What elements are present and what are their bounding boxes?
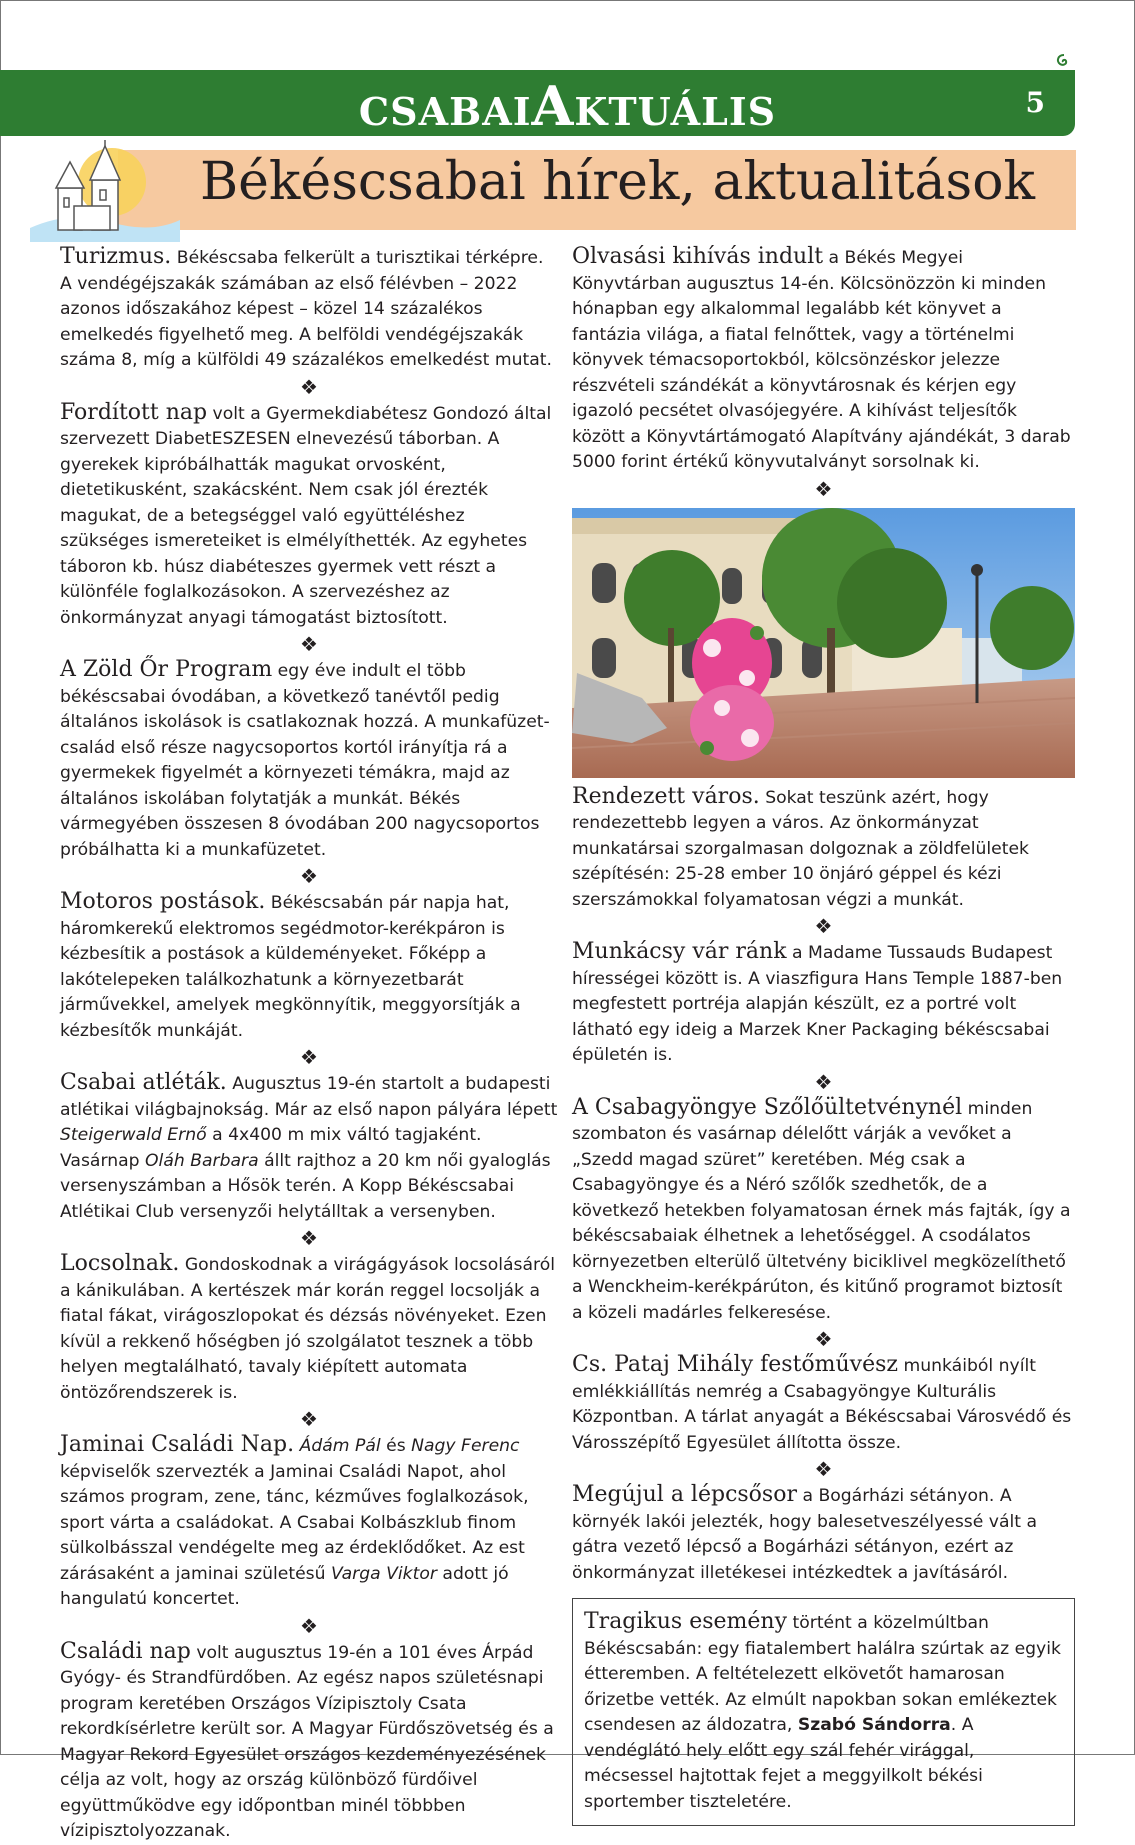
article-zold-or: A Zöld Őr Program egy éve indult el több békéscsabai óvodában, a következő tanévtől pedig általános iskolások is csatlakoznak hozzá. A munkafüzet-család első része nagycsoportos kortól irányítja rá a gyermekek figyelmét a környezeti témákra, majd az általános iskolában folytatják a munkát. Békés vármegyében összesen 8 óvodában 200 nagycsoportos próbálhatta ki a munkafüzetet. [60,657,550,860]
right-column [572,244,1075,1826]
separator-diamond-icon: ❖ [300,1045,318,1069]
magazine-title: CSABAIAKTUÁLIS [358,74,777,138]
separator-diamond-icon: ❖ [814,476,833,501]
article-munkacsy: Munkácsy vár ránk a Madame Tussauds Budapest hírességei között is. A viaszfigura Hans Temple 1887-ben megfestett portréja alapján készült, ez a portré volt látható egy ideig a Marzek Kner Packaging békéscsabai épületén is. [572,939,1063,1065]
section-title: Békéscsabai hírek, aktualitások [199,152,1036,212]
swirl-icon [1054,52,1074,72]
separator-diamond-icon: ❖ [300,1226,318,1250]
separator-diamond-icon: ❖ [300,864,318,888]
article-pataj-mihaly: Cs. Pataj Mihály festőművész munkáiból nyílt emlékkiállítás nemrég a Csabagyöngye Kulturális Központban. A tárlat anyagát a Békéscsabai Városvédő és Városszépítő Egyesület állította össze. [572,1352,1072,1453]
article-tragikus-esemeny: Tragikus esemény történt a közelmúltban Békéscsabán: egy fiatalembert halálra szúrtak az egyik étteremben. A feltételezett elkövetőt hamarosan őrizetbe vették. Az elmúlt napokban sokan emlékeztek csendesen az áldozatra, Szabó Sándorra. A vendéglátó hely előtt egy szál fehér virággal, mécsessel hajtottak fejet a meggyilkolt békési sportember tiszteletére. [584,1609,1061,1812]
article-csaladi-nap: Családi nap volt augusztus 19-én a 101 éves Árpád Gyógy- és Strandfürdőben. Az egész napos születésnapi program keretében Országos Vízipisztoly Csata rekordkísérletre került sor. A Magyar Fürdőszövetség és a Magyar Rekord Egyesület országos kezdeményezésének célja az volt, hogy az ország különböző fürdőivel együttműködve egy időpontban minél többben vízipisztolyozzanak. [60,1638,554,1841]
article-forditott-nap: Fordított nap volt a Gyermekdiabétesz Gondozó által szervezett DiabetESZESEN elnevezésű táborban. A gyerekek kipróbálhatták magukat orvosként, dietetikusként, szakácsként. Nem csak jól érezték magukat, de a betegséggel való együttéléshez szükséges ismereteiket is elmélyíthették. Az egyhetes táboron kb. húsz diabéteszes gyermek vett részt a különféle foglalkozásokon. A szervezéshez az önkormányzat anyagi támogatást biztosított. [60,399,552,628]
separator-diamond-icon: ❖ [814,1069,833,1094]
separator-diamond-icon: ❖ [814,914,833,938]
article-rendezett-varos: Rendezett város. Sokat teszünk azért, hogy rendezettebb legyen a város. Az önkormányzat munkatársai szorgalmasan dolgoznak a zöldfelületek szépítésén: 25-28 ember 10 önjáró géppel és kézi szerszámokkal folyamatosan végzi a munkát. [572,783,1029,910]
separator-diamond-icon: ❖ [300,632,318,656]
separator-diamond-icon: ❖ [300,374,318,399]
page-number: 5 [1025,86,1045,119]
tragikus-esemeny-box [572,1598,1075,1826]
separator-diamond-icon: ❖ [814,1327,833,1351]
street-photo-icon [572,508,1075,778]
separator-diamond-icon: ❖ [300,1613,318,1638]
article-csabai-atletak: Csabai atléták. Augusztus 19-én startolt a budapesti atlétikai világbajnokság. Már az első napon pályára lépett Steigerwald Ernő a 4x400 m mix váltó tagjaként. Vasárnap Oláh Barbara állt rajthoz a 20 km női gyaloglás versenyszámban a Hősök terén. A Kopp Békéscsabai Atlétikai Club versenyzői helytálltak a versenyben. [60,1070,558,1222]
left-column [60,244,558,1845]
article-olvasasi-kihivas: Olvasási kihívás indult a Békés Megyei Könyvtárban augusztus 14-én. Kölcsönözzön ki minden hónapban egy alkalommal legalább két könyvet a fantázia világa, a fiatal felnőttek, vagy a történelmi könyvek témacsoportokból, kölcsönzéskor jelezze részvételi szándékát a könyvtárosnak és kérjen egy igazoló pecsétet olvasójegyére. A kihívást teljesítők között a Könyvtártámogató Alapítvány ajándékát, 3 darab 5000 forint értékű könyvutalványt sorsolnak ki. [572,244,1071,472]
separator-diamond-icon: ❖ [814,1457,833,1481]
article-jaminai-csaladi-nap: Jaminai Családi Nap. Ádám Pál és Nagy Ferenc képviselők szervezték a Jaminai Családi Napot, ahol számos program, zene, tánc, kézműves foglalkozások, sport várta a családokat. A Csabai Kolbászklub finom sülkolbásszal vendégelte meg az érdeklődőket. Az est zárásaként a jaminai születésű Varga Viktor adott jó hangulatú koncertet. [60,1432,529,1609]
article-lepcsosor: Megújul a lépcsősor a Bogárházi sétányon. A környék lakói jelezték, hogy balesetveszélyessé vált a gátra vezető lépcső a Bogárházi sétányon, ezért az önkormányzat illetékesei intézkedtek a javításáról. [572,1482,1037,1583]
article-locsolnak: Locsolnak. Gondoskodnak a virágágyások locsolásáról a kánikulában. A kertészek már korán reggel locsolják a fiatal fákat, virágoszlopokat és dézsás növényeket. Ezen kívül a rekkenő hőségben jó szolgálatot tesznek a több helyen megtalálható, tavaly kiépített automata öntözőrendszerek is. [60,1251,556,1403]
article-turizmus: Turizmus. Békéscsaba felkerült a turisztikai térképre. A vendégéjszakák számában az első félévben – 2022 azonos időszakához képest – közel 14 százalékos emelkedés figyelhető meg. A belföldi vendégéjszakák száma 8, míg a külföldi 49 százalékos emelkedést mutat. [60,244,552,370]
article-motoros-postasok: Motoros postások. Békéscsabán pár napja hat, háromkerekű elektromos segédmotor-kerékpáron is kézbesítik a postások a küldeményeket. Főképp a lakótelepeken találkozhatunk a környezetbarát járművekkel, amelyek megkönnyítik, meggyorsítják a kézbesítők munkáját. [60,889,521,1041]
separator-diamond-icon: ❖ [300,1407,318,1431]
article-csabagyongye: A Csabagyöngye Szőlőültetvénynél minden szombaton és vasárnap délelőtt várják a vevőket a „Szedd magad szüret” keretében. Még csak a Csabagyöngye és a Néró szőlők szedhetők, de a következő hetekben folyamatosan érnek más fajták, így a békéscsabaiak élhetnek a lehetőséggel. A csodálatos környezetben elterülő ültetvény biciklivel megközelíthető a Wenckheim-kerékpárúton, és kitűnő programot biztosít a közeli madárles felkeresése. [572,1094,1071,1323]
